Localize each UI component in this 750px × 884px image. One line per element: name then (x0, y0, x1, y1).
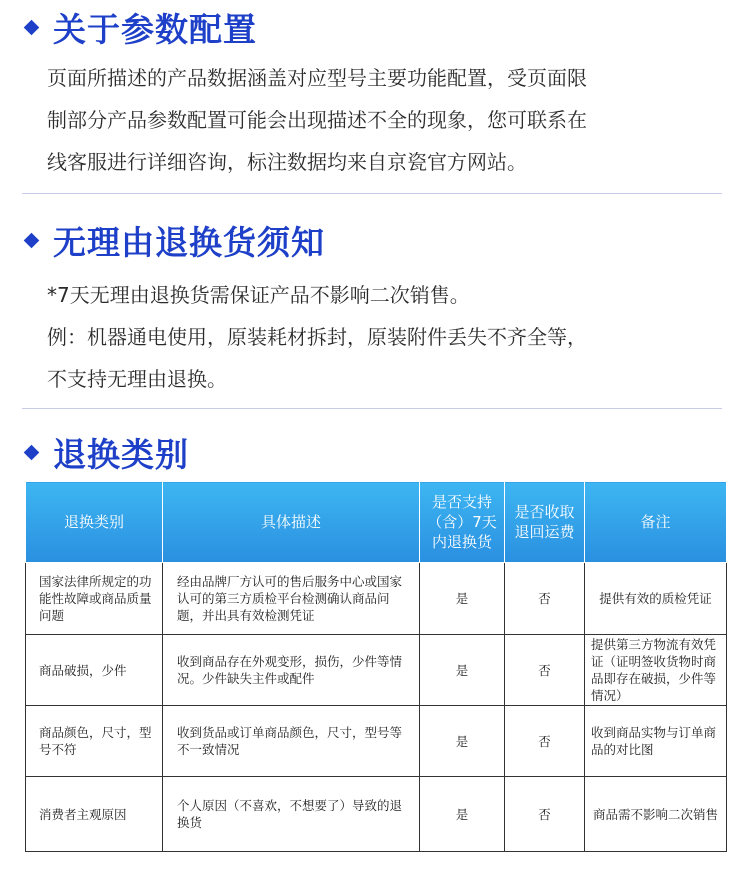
cell-description: 收到商品存在外观变形，损伤，少件等情况。少件缺失主件或配件 (163, 635, 420, 706)
cell-fee: 否 (505, 563, 585, 635)
section-title: 无理由退换货须知 (53, 222, 325, 262)
diamond-bullet-icon (24, 232, 40, 248)
cell-note: 提供第三方物流有效凭证（证明签收货物时商品即存在破损，少件等情况） (585, 635, 727, 706)
table-row (26, 635, 727, 706)
table-row (26, 777, 727, 852)
cell-fee: 否 (505, 706, 585, 777)
section-divider (22, 193, 722, 194)
cell-category: 商品破损，少件 (26, 635, 163, 706)
cell-description: 个人原因（不喜欢，不想要了）导致的退换货 (163, 777, 420, 852)
cell-fee: 否 (505, 777, 585, 852)
paragraph-line: 制部分产品参数配置可能会出现描述不全的现象，您可联系在 (47, 108, 587, 132)
diamond-bullet-icon (24, 444, 40, 460)
paragraph-line: 线客服进行详细咨询，标注数据均来自京瓷官方网站。 (47, 150, 527, 174)
diamond-bullet-icon (24, 19, 40, 35)
cell-support: 是 (420, 706, 505, 777)
cell-category: 消费者主观原因 (26, 777, 163, 852)
column-header-return-fee: 是否收取退回运费 (505, 482, 585, 563)
section-title: 退换类别 (53, 434, 189, 474)
cell-support: 是 (420, 777, 505, 852)
cell-description: 经由品牌厂方认可的售后服务中心或国家认可的第三方质检平台检测确认商品问题，并出具有效检测凭证 (163, 563, 420, 635)
column-header-description: 具体描述 (163, 482, 420, 563)
paragraph-line: 例：机器通电使用，原装耗材拆封，原装附件丢失不齐全等， (47, 325, 587, 349)
return-categories-table (25, 481, 727, 852)
paragraph-line: 页面所描述的产品数据涵盖对应型号主要功能配置，受页面限 (47, 66, 587, 90)
parameters-paragraph (47, 57, 727, 183)
section-heading-return-categories (22, 430, 189, 474)
table-header-row (26, 482, 727, 563)
section-title: 关于参数配置 (53, 9, 257, 49)
cell-fee: 否 (505, 635, 585, 706)
cell-support: 是 (420, 635, 505, 706)
column-header-note: 备注 (585, 482, 727, 563)
paragraph-line: *7天无理由退换货需保证产品不影响二次销售。 (47, 283, 470, 307)
cell-category: 国家法律所规定的功能性故障或商品质量问题 (26, 563, 163, 635)
section-heading-returns-policy (22, 218, 325, 262)
cell-category: 商品颜色，尺寸，型号不符 (26, 706, 163, 777)
cell-note: 收到商品实物与订单商品的对比图 (585, 706, 727, 777)
returns-policy-paragraph (47, 274, 727, 400)
cell-note: 提供有效的质检凭证 (585, 563, 727, 635)
cell-note: 商品需不影响二次销售 (585, 777, 727, 852)
paragraph-line: 不支持无理由退换。 (47, 367, 227, 391)
column-header-7day-support: 是否支持（含）7天内退换货 (420, 482, 505, 563)
section-divider (22, 408, 722, 409)
column-header-category: 退换类别 (26, 482, 163, 563)
table-row (26, 706, 727, 777)
table-row (26, 563, 727, 635)
cell-description: 收到货品或订单商品颜色，尺寸，型号等不一致情况 (163, 706, 420, 777)
cell-support: 是 (420, 563, 505, 635)
section-heading-parameters (22, 5, 257, 49)
